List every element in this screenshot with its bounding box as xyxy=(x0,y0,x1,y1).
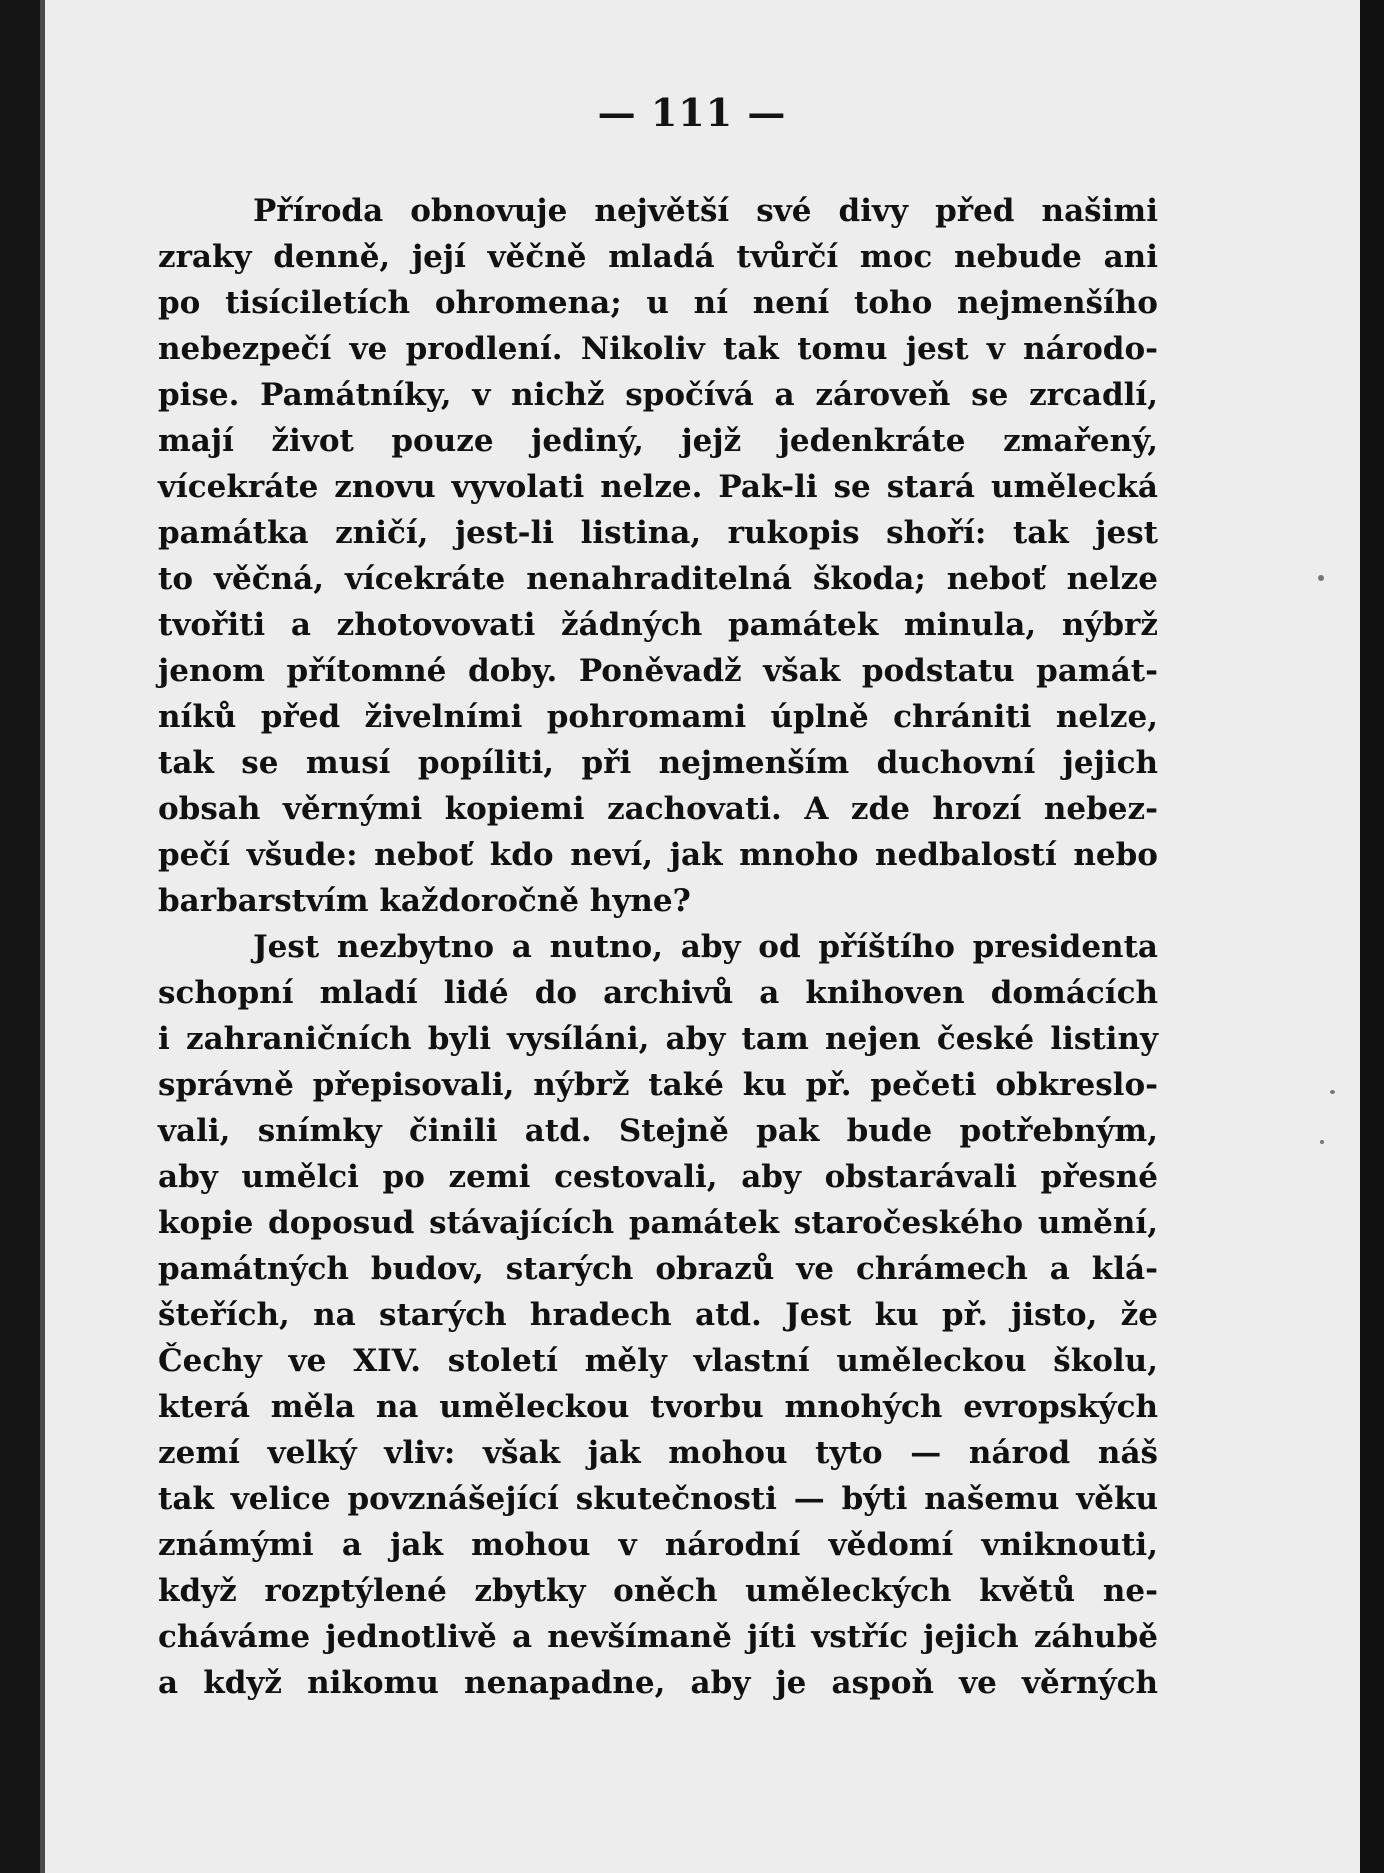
text-line: zemí velký vliv: však jak mohou tyto — národ náš xyxy=(158,1435,1158,1471)
text-line: tvořiti a zhotovovati žádných památek minula, nýbrž xyxy=(158,607,1158,643)
text-line: kopie doposud stávajících památek staročeského umění, xyxy=(158,1205,1158,1241)
text-line: šteřích, na starých hradech atd. Jest ku př. jisto, že xyxy=(158,1297,1158,1333)
text-line: cháváme jednotlivě a nevšímaně jíti vstříc jejich záhubě xyxy=(158,1619,1158,1655)
text-line: mají život pouze jediný, jejž jedenkráte zmařený, xyxy=(158,423,1158,459)
body-text xyxy=(158,188,1158,1706)
text-line: po tisíciletích ohromena; u ní není toho nejmenšího xyxy=(158,285,1158,321)
text-line: zraky denně, její věčně mladá tvůrčí moc nebude ani xyxy=(158,239,1158,275)
text-line: tak velice povznášející skutečnosti — býti našemu věku xyxy=(158,1481,1158,1517)
paragraph xyxy=(158,924,1158,1706)
text-line: nebezpečí ve prodlení. Nikoliv tak tomu jest v národo- xyxy=(158,331,1158,367)
text-line: to věčná, vícekráte nenahraditelná škoda; neboť nelze xyxy=(158,561,1158,597)
text-line: níků před živelními pohromami úplně chrániti nelze, xyxy=(158,699,1158,735)
text-line: když rozptýlené zbytky oněch uměleckých květů ne- xyxy=(158,1573,1158,1609)
text-line: známými a jak mohou v národní vědomí vniknouti, xyxy=(158,1527,1158,1563)
scan-left-border xyxy=(0,0,40,1873)
text-line: Příroda obnovuje největší své divy před našimi xyxy=(253,193,1158,229)
text-line: pise. Památníky, v nichž spočívá a zároveň se zrcadlí, xyxy=(158,377,1158,413)
scan-right-border xyxy=(1360,0,1384,1873)
text-line: tak se musí popíliti, při nejmenším duchovní jejich xyxy=(158,745,1158,781)
text-line: která měla na uměleckou tvorbu mnohých evropských xyxy=(158,1389,1158,1425)
page-number: — 111 — xyxy=(597,90,787,135)
paper-speck xyxy=(1330,1090,1335,1094)
text-line: aby umělci po zemi cestovali, aby obstarávali přesné xyxy=(158,1159,1158,1195)
text-line: obsah věrnými kopiemi zachovati. A zde hrozí nebez- xyxy=(158,791,1158,827)
text-line: Jest nezbytno a nutno, aby od příštího presidenta xyxy=(253,929,1158,965)
text-line: schopní mladí lidé do archivů a knihoven domácích xyxy=(158,975,1158,1011)
text-line: pečí všude: neboť kdo neví, jak mnoho nedbalostí nebo xyxy=(158,837,1158,873)
text-line: památných budov, starých obrazů ve chrámech a klá- xyxy=(158,1251,1158,1287)
paper-speck xyxy=(1320,1140,1324,1144)
text-line: barbarstvím každoročně hyne? xyxy=(158,883,691,919)
text-line: vali, snímky činili atd. Stejně pak bude potřebným, xyxy=(158,1113,1158,1149)
text-line: i zahraničních byli vysíláni, aby tam nejen české listiny xyxy=(158,1021,1158,1057)
paper-speck xyxy=(1318,575,1324,581)
text-line: Čechy ve XIV. století měly vlastní uměleckou školu, xyxy=(158,1343,1158,1379)
paragraph xyxy=(158,188,1158,924)
text-line: a když nikomu nenapadne, aby je aspoň ve věrných xyxy=(158,1665,1158,1701)
text-line: vícekráte znovu vyvolati nelze. Pak-li se stará umělecká xyxy=(158,469,1158,505)
text-line: památka zničí, jest-li listina, rukopis shoří: tak jest xyxy=(158,515,1158,551)
text-line: správně přepisovali, nýbrž také ku př. pečeti obkreslo- xyxy=(158,1067,1158,1103)
text-line: jenom přítomné doby. Poněvadž však podstatu památ- xyxy=(158,653,1158,689)
page-gutter-shadow xyxy=(40,0,45,1873)
